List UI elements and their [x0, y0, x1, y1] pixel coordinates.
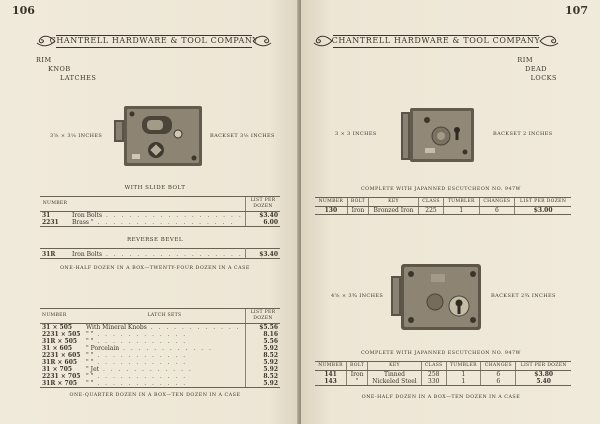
- price-table-slide-bolt: [40, 196, 280, 227]
- column-header: LATCH SETS: [84, 309, 246, 324]
- price-table-dead-lock-130: [315, 197, 571, 215]
- column-header: BOLT: [347, 198, 368, 207]
- column-header: CHANGES: [479, 198, 515, 207]
- column-header: LIST PER DOZEN: [516, 362, 571, 371]
- table-row: 141 Iron Tinned 258 1 6 $3.80: [315, 371, 571, 379]
- price-table-reverse-bevel: [40, 248, 280, 259]
- backset-label: BACKSET 2 INCHES: [493, 131, 553, 137]
- page-number: 106: [12, 4, 35, 17]
- column-header: BOLT: [347, 362, 368, 371]
- price-table-latch-sets: [40, 308, 280, 388]
- table-row: 2231 × 505 " " . . . . . . . . . . . . 8.16: [42, 331, 278, 338]
- table-row: 130 Iron Bronzed Iron 225 1 6 $3.00: [315, 207, 571, 215]
- company-name: CHANTRELL HARDWARE & TOOL COMPANY: [331, 36, 541, 45]
- column-header: LIST PER DOZEN: [515, 198, 571, 207]
- table-row: 143 " Nickeled Steel 330 1 6 5.40: [315, 378, 571, 386]
- dimensions-label: 3 × 3 INCHES: [335, 131, 377, 137]
- caption-escutcheon: COMPLETE WITH JAPANNED ESCUTCHEON NO. 947W: [361, 351, 521, 356]
- column-header: TUMBLER: [446, 362, 481, 371]
- table-row: 31 × 705 " Jet . . . . . . . . . . . . 5.92: [42, 366, 278, 373]
- section-title: RIM DEAD LOCKS: [517, 56, 557, 82]
- column-header: NUMBER: [315, 198, 347, 207]
- rim-knob-latch-image: [114, 104, 204, 170]
- price-table-dead-lock-141: [315, 361, 571, 386]
- company-banner: [311, 34, 561, 48]
- backset-label: BACKSET 3⅛ INCHES: [210, 133, 275, 139]
- table-row: 31 Iron Bolts . . . . . . . . . . . . . . . . . . $3.40: [42, 212, 278, 219]
- dimensions-label: 4⅝ × 3¾ INCHES: [331, 293, 384, 299]
- section-title: RIM KNOB LATCHES: [36, 56, 97, 82]
- table-row: 31R × 605 " " . . . . . . . . . . . . 5.92: [42, 359, 278, 366]
- table-row: 31R Iron Bolts . . . . . . . . . . . . . . . . . . $3.40: [40, 249, 280, 259]
- company-name: CHANTRELL HARDWARE & TOOL COMPANY: [49, 36, 259, 45]
- packing-note: ONE-QUARTER DOZEN IN A BOX—TEN DOZEN IN A CASE: [69, 393, 241, 398]
- rim-dead-lock-image: [401, 106, 477, 164]
- column-header: CLASS: [421, 362, 446, 371]
- column-header: LIST PER DOZEN: [246, 197, 281, 212]
- page-number: 107: [565, 4, 588, 17]
- dimensions-label: 3⅝ × 3⅛ INCHES: [50, 133, 103, 139]
- table-row: 31R × 705 " " . . . . . . . . . . . . 5.92: [42, 380, 278, 387]
- table-row: 31R × 505 " " . . . . . . . . . . . . 5.56: [42, 338, 278, 345]
- rim-dead-lock-image: [391, 262, 483, 332]
- right-page: [301, 0, 600, 424]
- packing-note: ONE-HALF DOZEN IN A BOX—TEN DOZEN IN A CASE: [361, 395, 521, 400]
- column-header: [70, 197, 246, 212]
- table-row: 31 × 505 With Mineral Knobs . . . . . . . . . . . . $5.56: [42, 324, 278, 331]
- backset-label: BACKSET 2¾ INCHES: [491, 293, 556, 299]
- table-row: 2231 × 605 " " . . . . . . . . . . . . 8.52: [42, 352, 278, 359]
- column-header: KEY: [368, 362, 422, 371]
- packing-note: ONE-HALF DOZEN IN A BOX—TWENTY-FOUR DOZEN IN A CASE: [60, 266, 250, 271]
- column-header: CLASS: [418, 198, 443, 207]
- column-header: KEY: [369, 198, 419, 207]
- scroll-ornament-icon: [539, 34, 561, 48]
- column-header: LIST PER DOZEN: [246, 309, 281, 324]
- table-row: 31 × 605 " Porcelain . . . . . . . . . . . . 5.92: [42, 345, 278, 352]
- table-row: 2231 Brass " . . . . . . . . . . . . . . . . . . 6.00: [42, 219, 278, 226]
- table-row: 2231 × 705 " " . . . . . . . . . . . . 8.52: [42, 373, 278, 380]
- company-banner: [34, 34, 274, 48]
- column-header: NUMBER: [315, 362, 347, 371]
- scroll-ornament-icon: [252, 34, 274, 48]
- column-header: NUMBER: [40, 309, 84, 324]
- caption-escutcheon: COMPLETE WITH JAPANNED ESCUTCHEON NO. 947W: [361, 187, 521, 192]
- column-header: CHANGES: [481, 362, 516, 371]
- left-page: [0, 0, 299, 424]
- caption-slide-bolt: WITH SLIDE BOLT: [124, 185, 186, 191]
- column-header: TUMBLER: [444, 198, 480, 207]
- column-header: NUMBER: [40, 197, 70, 212]
- caption-reverse-bevel: REVERSE BEVEL: [126, 237, 183, 243]
